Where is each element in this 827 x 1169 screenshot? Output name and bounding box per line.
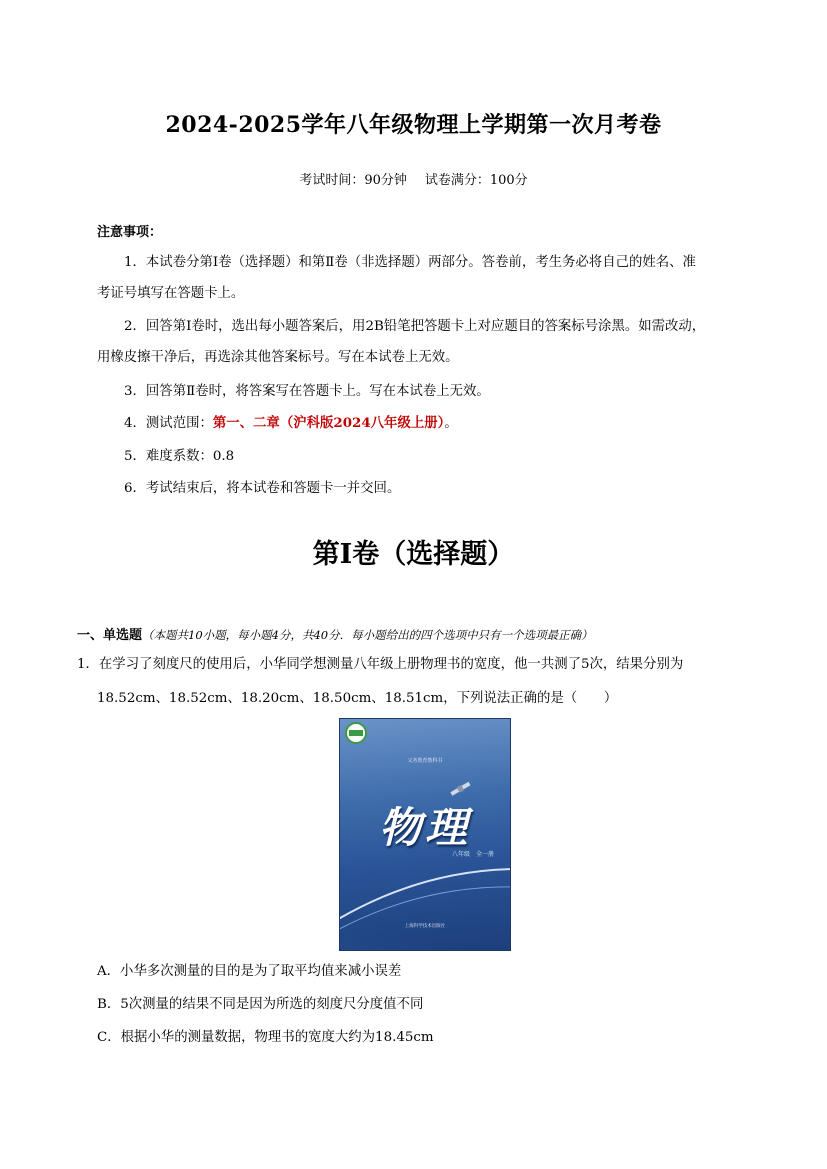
exam-time: 考试时间：90分钟 [299,173,407,188]
note-item-1 [97,247,757,309]
cover-series-text: 义务教育教科书 [407,758,443,764]
section-instructions: （本题共10小题，每小题4分，共40分．每小题给出的四个选项中只有一个选项最正确） [142,628,593,642]
note-item-4: 4．测试范围：第一、二章（沪科版2024八年级上册）。 [124,415,458,431]
cover-title: 物理 [378,803,471,852]
exam-full-score: 试卷满分：100分 [424,173,528,188]
note-item-2 [97,311,757,373]
test-scope: 第一、二章（沪科版2024八年级上册） [212,415,445,431]
cover-publisher: 上海科学技术出版社 [404,924,446,929]
note-item-1-line-1: 1．本试卷分第Ⅰ卷（选择题）和第Ⅱ卷（非选择题）两部分。答卷前，考生务必将自己的姓名、准 [124,255,696,270]
note-item-6: 6．考试结束后，将本试卷和答题卡一并交回。 [124,481,401,496]
physics-textbook-cover-image [339,718,511,951]
note-item-5: 5．难度系数：0.8 [124,449,235,464]
note-item-2-line-1: 2．回答第Ⅰ卷时，选出每小题答案后，用2B铅笔把答题卡上对应题目的答案标号涂黑。如需改动， [124,319,706,334]
exam-title: 2024-2025学年八年级物理上学期第一次月考卷 [165,112,662,138]
option-c: C．根据小华的测量数据，物理书的宽度大约为18.45cm [97,1030,434,1045]
note-item-1-line-2: 考证号填写在答题卡上。 [97,286,245,301]
exam-info [0,169,827,188]
note-item-2-line-2: 用橡皮擦干净后，再选涂其他答案标号。写在本试卷上无效。 [97,350,459,365]
cover-grade: 八年级 全一册 [451,851,494,858]
question-1-stem-continued: 18.52cm、18.52cm、18.20cm、18.50cm、18.51cm，下列说法正确的是（ ） [97,691,618,706]
section-heading-label: 一、单选题 [77,628,143,643]
section-heading [77,624,593,643]
option-a: A．小华多次测量的目的是为了取平均值来减小误差 [97,964,402,979]
option-b: B．5次测量的结果不同是因为所选的刻度尺分度值不同 [97,997,424,1012]
part-title: 第Ⅰ卷（选择题） [312,539,515,570]
notes-heading: 注意事项： [97,225,163,240]
question-1-stem: 1．在学习了刻度尺的使用后，小华同学想测量八年级上册物理书的宽度，他一共测了5次，结果分别为 [77,657,684,672]
note-item-3: 3．回答第Ⅱ卷时，将答案写在答题卡上。写在本试卷上无效。 [124,384,490,399]
